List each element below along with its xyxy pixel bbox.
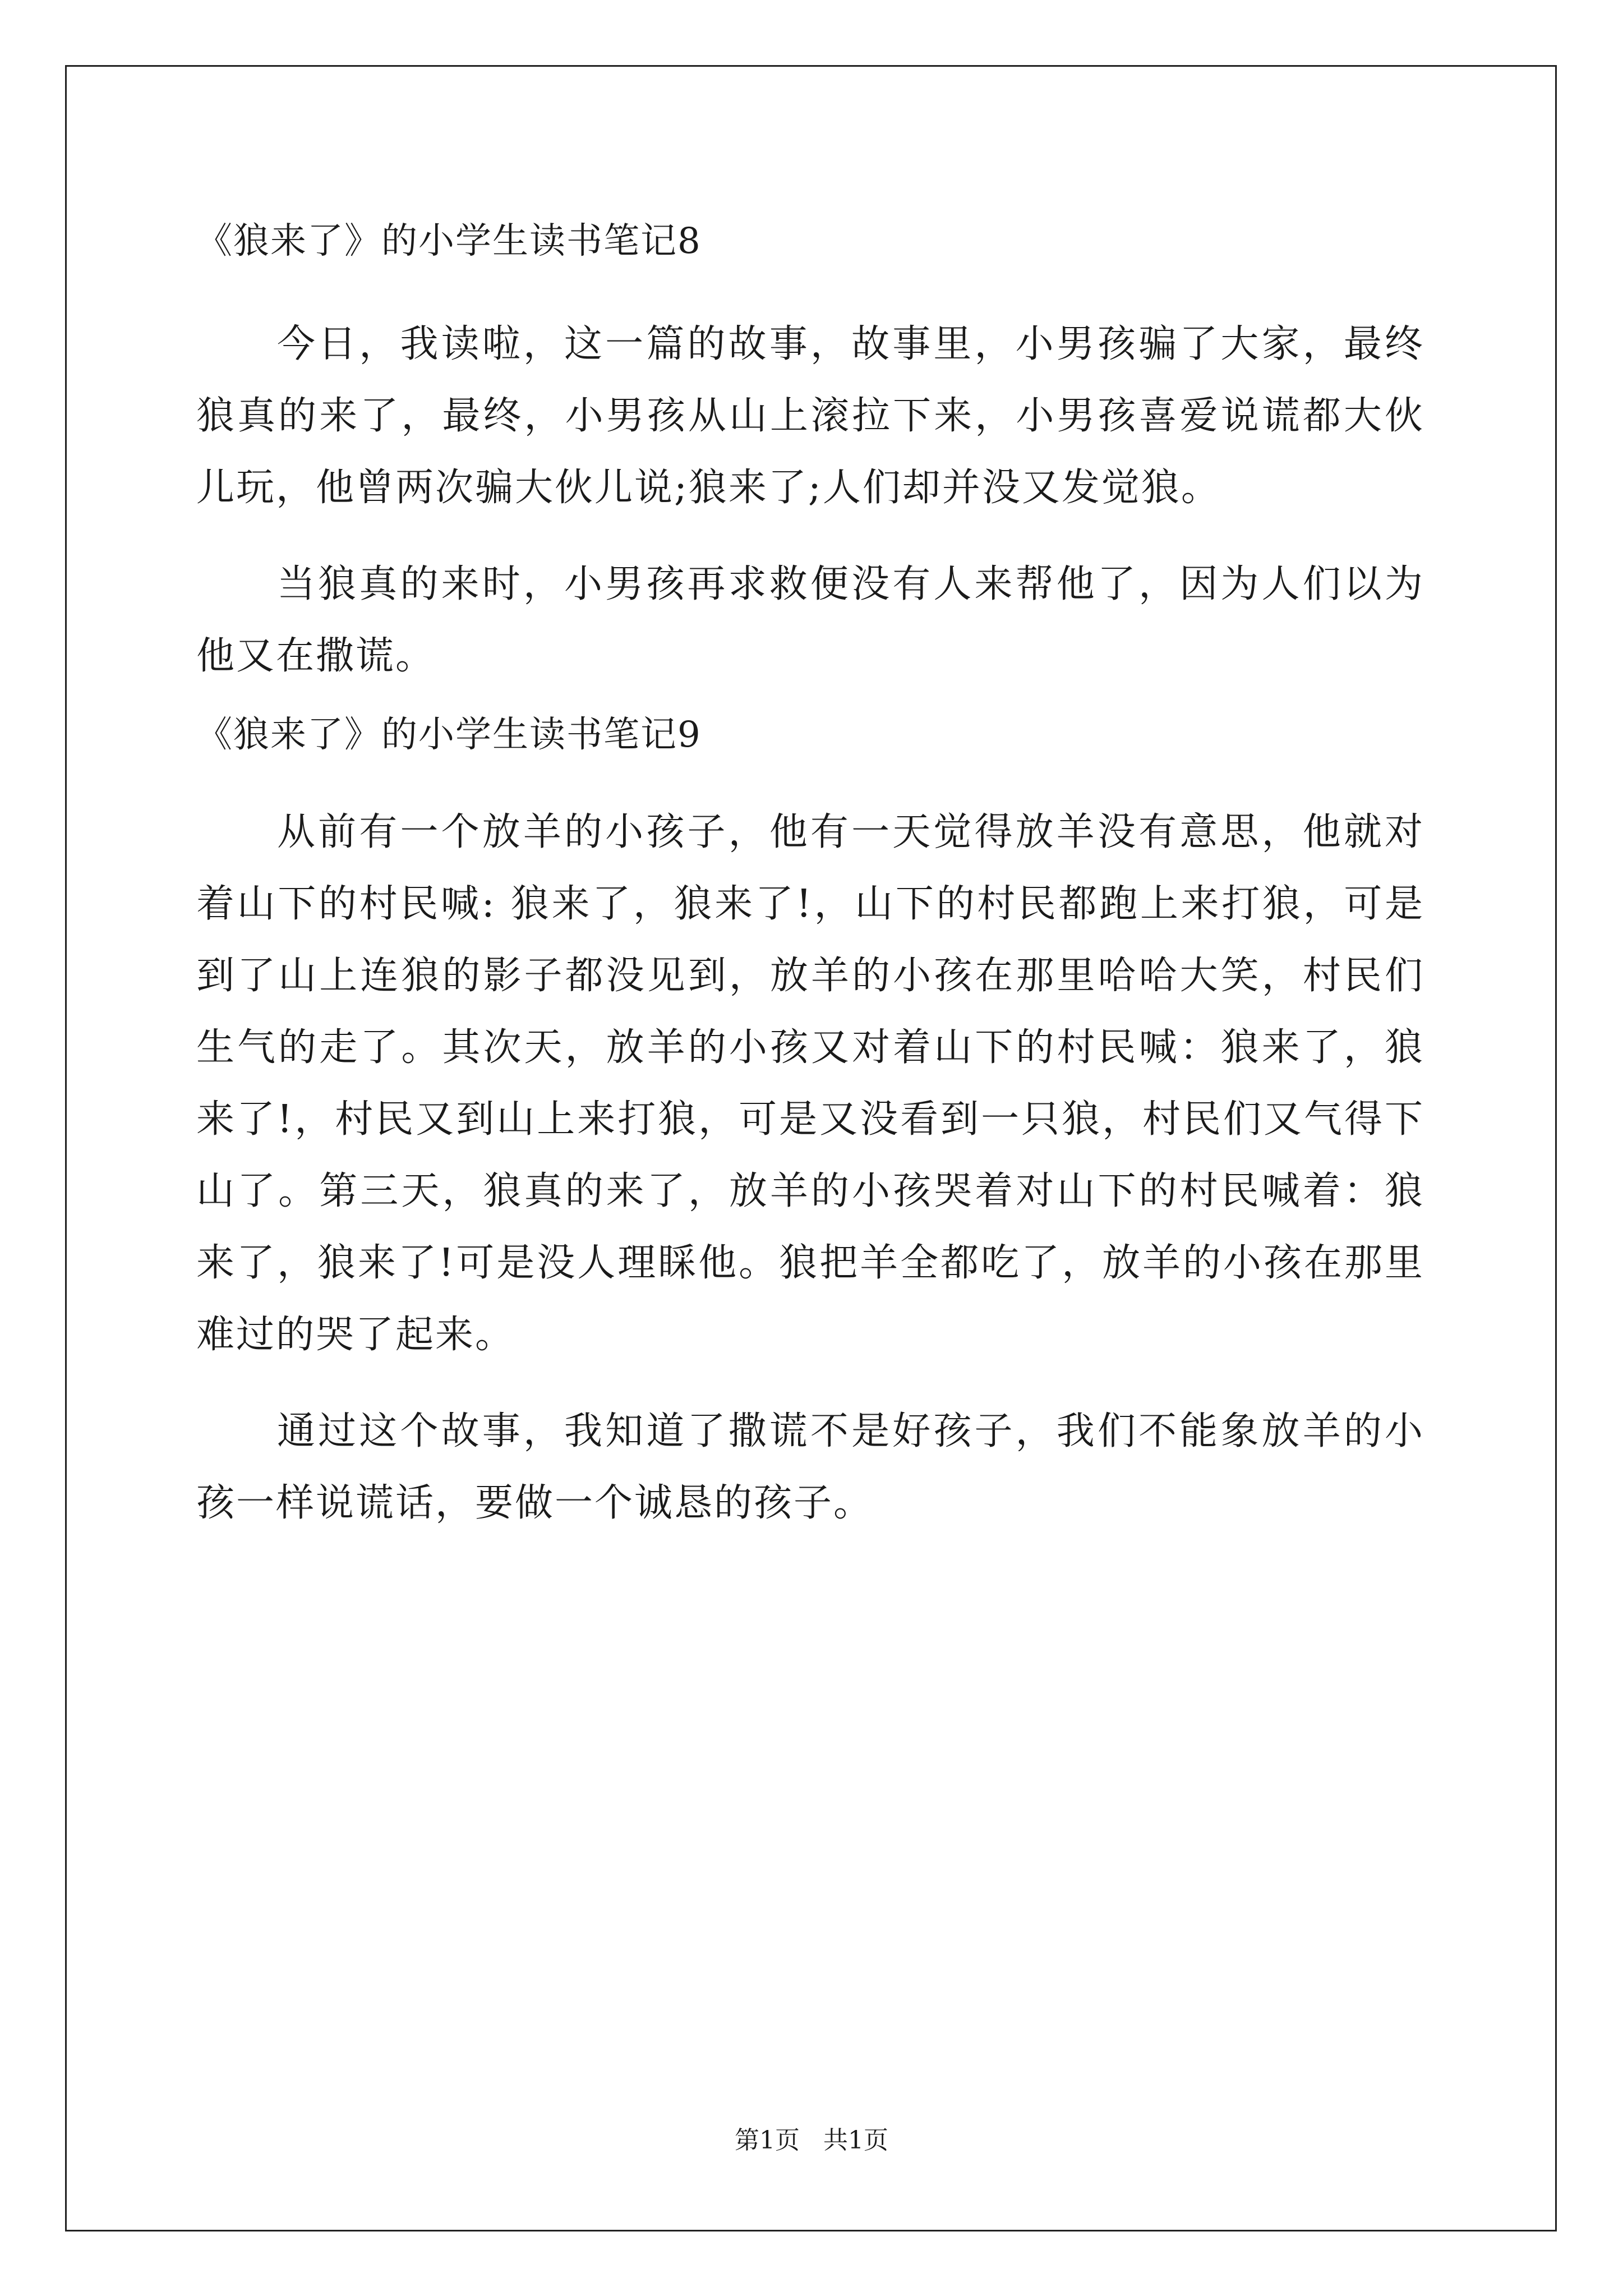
paragraph: 从前有一个放羊的小孩子，他有一天觉得放羊没有意思，他就对着山下的村民喊: 狼来了，狼来了!，山下的村民都跑上来打狼，可是到了山上连狼的影子都没见到，放羊的小孩在那里哈哈大笑，村民们生气的走了。其次天，放羊的小孩又对着山下的村民喊：狼来了，狼来了!，村民又到山上来打狼，可是又没看到一只狼，村民们又气得下山了。第三天，狼真的来了，放羊的小孩哭着对山下的村民喊着：狼来了，狼来了!可是没人理睬他。狼把羊全都吃了，放羊的小孩在那里难过的哭了起来。 (196, 810, 1424, 1357)
paragraph: 通过这个故事，我知道了撒谎不是好孩子，我们不能象放羊的小孩一样说谎话，要做一个诚恳的孩子。 (196, 1409, 1424, 1525)
page-number-footer: 第1页 共1页 (735, 2126, 888, 2155)
paragraph: 今日，我读啦，这一篇的故事，故事里，小男孩骗了大家，最终狼真的来了，最终，小男孩从山上滚拉下来，小男孩喜爱说谎都大伙儿玩，他曾两次骗大伙儿说;狼来了;人们却并没又发觉狼。 (196, 322, 1424, 510)
section-heading-8: 《狼来了》的小学生读书笔记8 (196, 220, 702, 262)
section-heading-9: 《狼来了》的小学生读书笔记9 (196, 714, 702, 756)
document-body (196, 196, 1424, 1539)
paragraph: 当狼真的来时，小男孩再求救便没有人来帮他了，因为人们以为他又在撒谎。 (196, 562, 1424, 678)
